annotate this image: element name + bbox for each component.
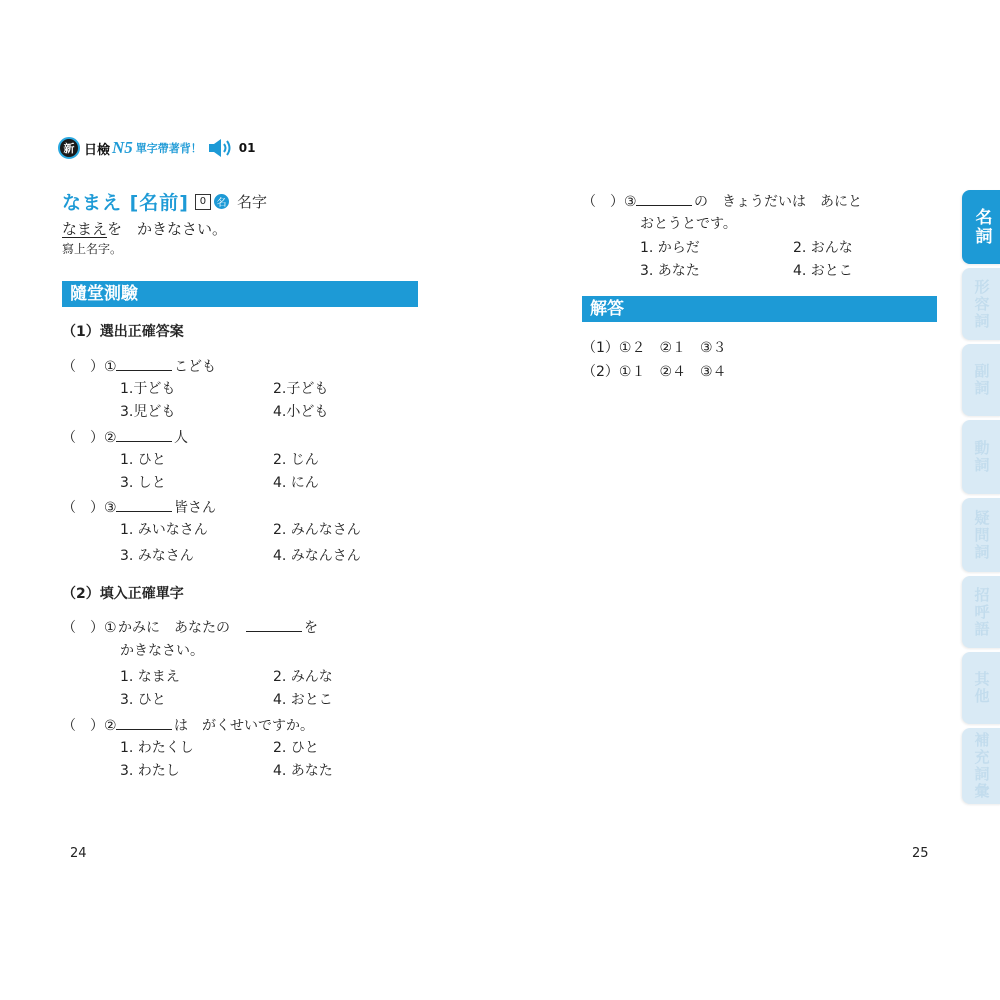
- question-item: [62, 356, 393, 421]
- question-text: こども: [174, 359, 216, 375]
- tab-nouns[interactable]: 名詞: [962, 190, 1000, 264]
- page-number-right: 25: [912, 846, 929, 861]
- answer-blank: [116, 497, 172, 512]
- question-text: の きょうだいは あにと: [694, 194, 862, 210]
- answer-paren[interactable]: （ ）②: [62, 718, 117, 734]
- option: 1. からだ: [640, 240, 700, 256]
- option: 3. ひと: [120, 692, 166, 708]
- question-continuation: おとうとです。: [640, 216, 737, 232]
- option: 4. あなた: [273, 763, 333, 779]
- speaker-icon[interactable]: [208, 138, 236, 158]
- answer-paren[interactable]: （ ）③: [582, 194, 637, 210]
- option: 1. わたくし: [120, 740, 194, 756]
- option: 2. みんなさん: [273, 522, 361, 538]
- tab-supplementary[interactable]: 補充詞彙: [962, 728, 1000, 804]
- book-badge: 新: [58, 137, 80, 159]
- option: 4. にん: [273, 475, 319, 491]
- question-item: [62, 497, 393, 565]
- quiz-section-title: 隨堂測驗: [62, 281, 418, 307]
- question-item: [62, 427, 393, 492]
- answer-paren[interactable]: （ ）②: [62, 430, 117, 446]
- tab-adverbs[interactable]: 副詞: [962, 344, 1000, 416]
- question-text: 人: [174, 430, 188, 446]
- book-level: N5: [112, 138, 133, 157]
- page-number-left: 24: [70, 846, 87, 861]
- option: 1. みいなさん: [120, 522, 208, 538]
- example-keyword: なまえ: [62, 220, 108, 238]
- question-item: [62, 715, 393, 780]
- part2-title: （2）填入正確單字: [62, 586, 184, 602]
- accent-number: 0: [195, 194, 211, 210]
- tab-greetings[interactable]: 招呼語: [962, 576, 1000, 648]
- option: 1.于ども: [120, 381, 176, 397]
- answer-paren[interactable]: （ ）③: [62, 500, 117, 516]
- question-text: は がくせいですか。: [174, 718, 314, 734]
- tab-adjectives[interactable]: 形容詞: [962, 268, 1000, 340]
- book-slogan: 單字帶著背！: [135, 142, 202, 155]
- question-text: 皆さん: [174, 500, 216, 516]
- tab-others[interactable]: 其他: [962, 652, 1000, 724]
- answer-blank: [636, 191, 692, 206]
- part-of-speech-badge: 名: [214, 194, 229, 209]
- example-translation: 寫上名字。: [62, 242, 123, 256]
- option: 4. みなんさん: [273, 548, 361, 564]
- example-rest: を かきなさい。: [107, 220, 228, 238]
- part1-title: （1）選出正確答案: [62, 324, 184, 340]
- option: 2.子ども: [273, 381, 329, 397]
- question-text: かみに あなたの: [118, 620, 244, 636]
- vocab-heading: [62, 188, 267, 215]
- vocab-word: なまえ [名前]: [62, 192, 189, 214]
- answer-blank: [246, 617, 302, 632]
- book-brand: 日檢: [84, 142, 111, 158]
- answer-line-1: （1）①２ ②１ ③３: [582, 340, 727, 356]
- book-header: [58, 136, 256, 160]
- answer-line-2: （2）①１ ②４ ③４: [582, 364, 727, 380]
- option: 3.児ども: [120, 404, 176, 420]
- option: 4. おとこ: [273, 692, 333, 708]
- option: 1. ひと: [120, 452, 166, 468]
- answer-blank: [116, 427, 172, 442]
- tab-verbs[interactable]: 動詞: [962, 420, 1000, 494]
- option: 2. おんな: [793, 240, 853, 256]
- question-text-end: を: [304, 620, 318, 636]
- option: 4.小ども: [273, 404, 329, 420]
- option: 2. じん: [273, 452, 319, 468]
- option: 3. みなさん: [120, 548, 194, 564]
- track-number: 01: [238, 141, 256, 155]
- answer-paren[interactable]: （ ）①: [62, 620, 117, 636]
- tab-interrogatives[interactable]: 疑問詞: [962, 498, 1000, 572]
- option: 3. あなた: [640, 263, 700, 279]
- vocab-meaning: 名字: [236, 193, 267, 211]
- option: 2. みんな: [273, 669, 333, 685]
- example-sentence: [62, 218, 227, 239]
- option: 3. わたし: [120, 763, 180, 779]
- question-continuation: かきなさい。: [120, 643, 204, 659]
- question-item: [62, 617, 393, 709]
- answer-blank: [116, 715, 172, 730]
- option: 2. ひと: [273, 740, 319, 756]
- option: 1. なまえ: [120, 669, 180, 685]
- option: 3. しと: [120, 475, 166, 491]
- answer-blank: [116, 356, 172, 371]
- answer-paren[interactable]: （ ）①: [62, 359, 117, 375]
- question-item: [582, 191, 913, 280]
- option: 4. おとこ: [793, 263, 853, 279]
- answer-section-title: 解答: [582, 296, 937, 322]
